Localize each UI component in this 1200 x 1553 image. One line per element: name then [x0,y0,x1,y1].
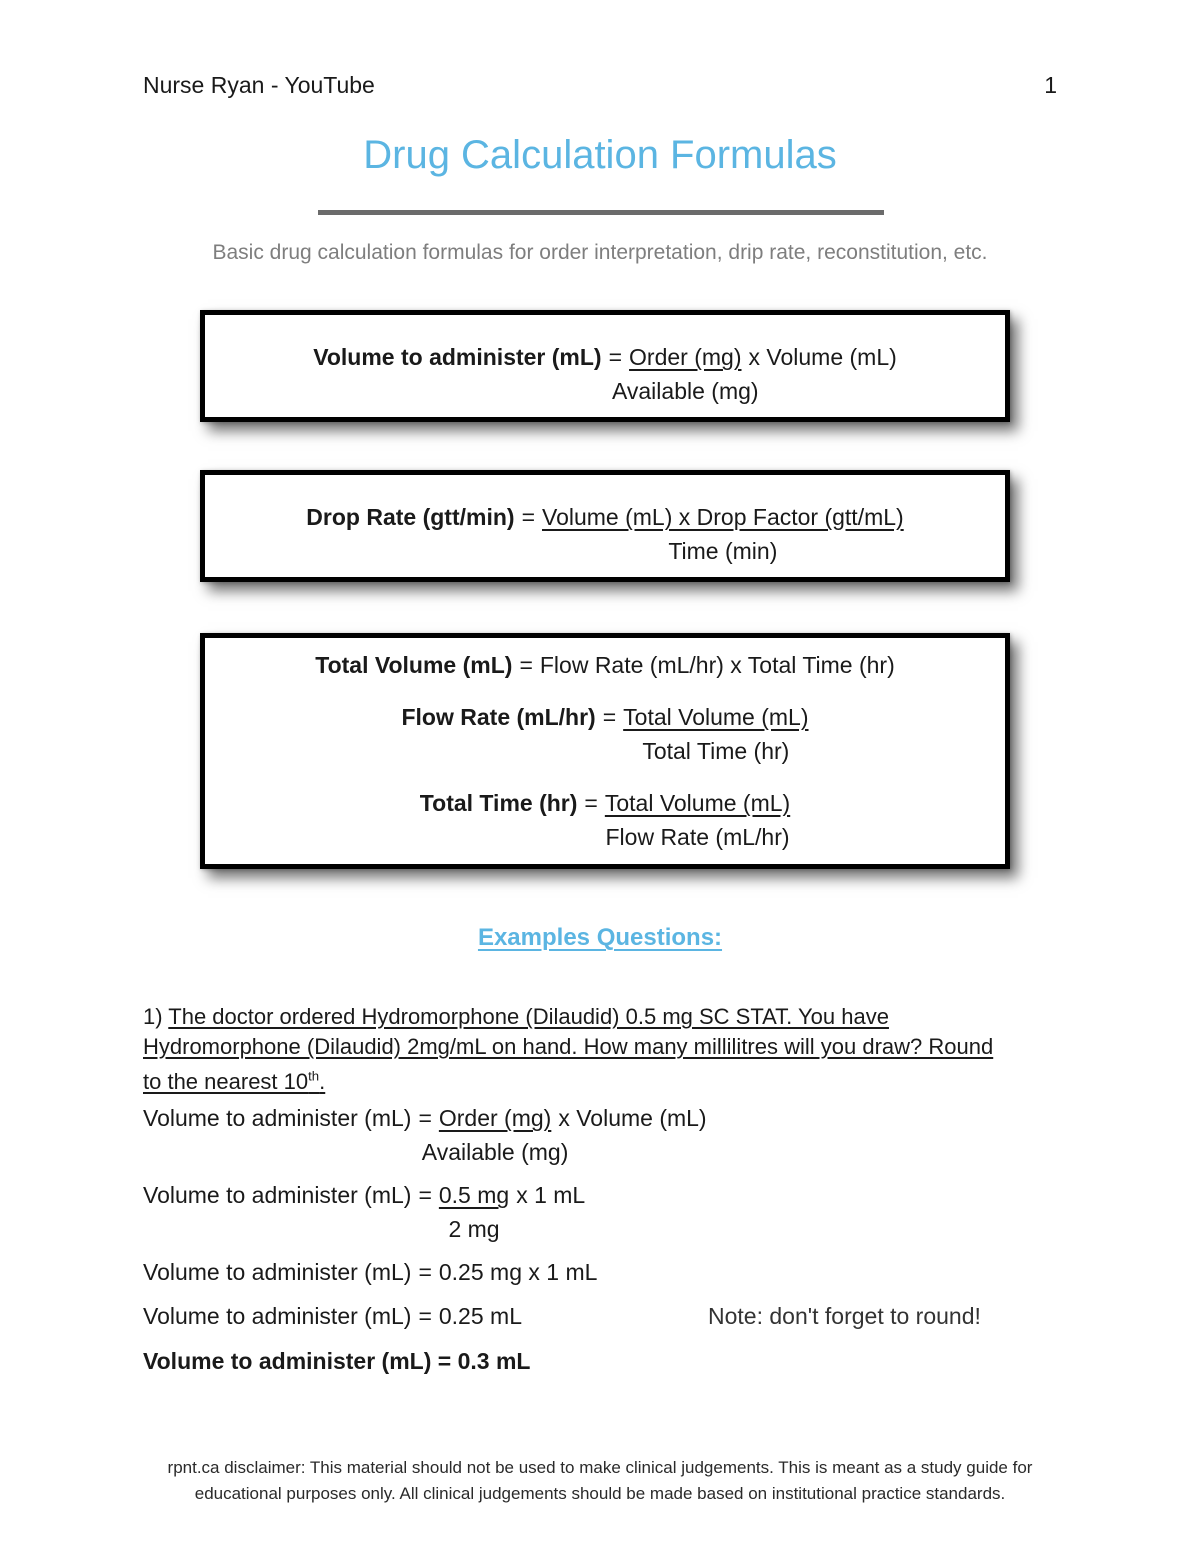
fraction-denominator: Total Time (hr) [642,738,790,764]
step-label: Volume to administer (mL) [143,1303,412,1329]
formula-volume-to-administer [313,343,897,405]
formula-total-volume [315,651,895,679]
step-multiplier: x Volume (mL) [558,1105,707,1131]
formula-label: Total Time (hr) [419,790,578,816]
formula-label: Flow Rate (mL/hr) [401,704,596,730]
fraction-numerator: Order (mg) [629,344,742,370]
fraction-numerator: 0.5 mg [438,1182,510,1208]
examples-questions-heading: Examples Questions: [477,924,723,951]
formula-label: Total Volume (mL) [315,652,513,678]
page-subtitle: Basic drug calculation formulas for order interpretation, drip rate, reconstitution, etc. [212,241,988,264]
footer-disclaimer-line-2: educational purposes only. All clinical judgements should be made based on institutional practice standards. [194,1484,1006,1503]
solution-step-4 [143,1302,981,1330]
fraction [604,789,791,850]
title-divider [318,210,884,215]
equals-sign: = [418,1105,432,1131]
header-author: Nurse Ryan - YouTube [143,72,375,98]
question-1 [143,1002,993,1097]
formula-box-iv-rates [200,633,1010,869]
step-result: 0.25 mL [438,1303,522,1329]
fraction-numerator: Total Volume (mL) [604,790,791,816]
page-title: Drug Calculation Formulas [363,133,837,177]
footer-disclaimer [0,1455,1200,1507]
fraction [438,1181,510,1242]
question-text: The doctor ordered Hydromorphone (Dilaudid) 0.5 mg SC STAT. You have [168,1004,889,1029]
equals-sign: = [418,1303,432,1329]
solution-step-3 [143,1258,597,1286]
fraction-denominator: Available (mg) [421,1139,569,1165]
equals-sign: = [418,1182,432,1208]
formula-box-volume-to-administer [200,310,1010,422]
fraction [623,703,809,764]
fraction-numerator: Volume (mL) x Drop Factor (gtt/mL) [542,504,904,530]
fraction-denominator: Flow Rate (mL/hr) [605,824,790,850]
ordinal-superscript: th [308,1069,320,1084]
footer-disclaimer-line-1: rpnt.ca disclaimer: This material should not be used to make clinical judgements. This is meant as a study guide for [167,1458,1033,1477]
equals-sign: = [418,1259,432,1285]
step-multiplier: x 1 mL [516,1182,586,1208]
formula-flow-rate [401,703,808,765]
fraction [421,1104,569,1165]
question-1-line-1 [143,1002,993,1032]
step-label: Volume to administer (mL) [143,1105,412,1131]
fraction-numerator: Order (mg) [438,1105,552,1131]
step-result: 0.25 mg x 1 mL [438,1259,598,1285]
solution-step-1 [143,1104,707,1165]
question-1-line-3 [143,1062,993,1097]
equals-sign: = [519,652,533,678]
step-label: Volume to administer (mL) [143,1182,412,1208]
formula-total-time [420,789,790,851]
fraction [542,503,904,564]
formula-label: Volume to administer (mL) [313,344,602,370]
question-text: Hydromorphone (Dilaudid) 2mg/mL on hand. How many millilitres will you draw? Round [143,1034,994,1059]
solution-step-2 [143,1181,586,1242]
rounding-note: Note: don't forget to round! [708,1303,981,1329]
formula-label: Drop Rate (gtt/min) [306,504,515,530]
fraction-numerator: Total Volume (mL) [623,704,809,730]
equals-sign: = [602,704,617,730]
fraction-denominator: Time (min) [668,538,778,564]
equals-sign: = [584,790,598,816]
fraction-denominator: 2 mg [448,1216,500,1242]
formula-drop-rate [306,503,903,565]
question-1-line-2 [143,1032,993,1062]
fraction [611,343,759,404]
formula-multiplier: x Volume (mL) [748,344,897,370]
question-number: 1) [143,1004,169,1029]
equals-sign: = [521,504,535,530]
solution-final-answer: Volume to administer (mL) = 0.3 mL [143,1348,531,1374]
fraction-denominator: Available (mg) [611,378,759,404]
question-text: to the nearest 10th. [143,1069,326,1095]
formula-rhs: Flow Rate (mL/hr) x Total Time (hr) [539,652,895,678]
page-number: 1 [1044,72,1057,98]
step-label: Volume to administer (mL) [143,1259,412,1285]
equals-sign: = [608,344,623,370]
formula-box-drop-rate [200,470,1010,582]
